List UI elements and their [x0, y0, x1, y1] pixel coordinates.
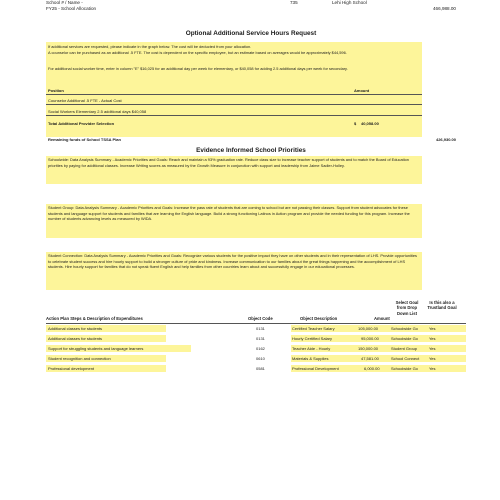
- remaining-row: [46, 136, 456, 143]
- col-trustland: Is this also a Trustland Goal: [427, 300, 457, 311]
- amount: 105,000.00: [358, 326, 379, 331]
- goal-select[interactable]: Schoolwide Go: [391, 326, 418, 331]
- student-connection-priority-text: Student Connection: Data Analysis Summary - Academic Priorities and Goals: Recognize various students for the positive impact they have on other students and in their representation of LHS. Provide opportunities to celebrate student success and hire hourly support to build a stronger culture of pride and kindness. Increase communication to our families about the great things happening and the accomplishment of LHS students. Hire hourly support for families that do not speak fluent English and help families from other countries learn about and successfully engage in our educational processes.: [48, 253, 417, 270]
- object-description: Professional Development: [292, 366, 339, 371]
- col-position: Position: [48, 88, 64, 93]
- remaining-amount: 426,930.00: [435, 137, 456, 142]
- goal-select[interactable]: Student Group: [391, 346, 418, 351]
- col-select-goal: Select Goal from Drop Down List: [395, 300, 419, 316]
- goal-select[interactable]: School Connect: [391, 356, 420, 361]
- object-description: Teacher Aide - Hourly: [292, 346, 331, 351]
- object-description: Certified Teacher Salary: [292, 326, 335, 331]
- object-description: Materials & Supplies: [292, 356, 329, 361]
- object-code: 0581: [256, 366, 265, 371]
- student-connection-priority-box: [46, 252, 422, 290]
- col-action-steps: Action Plan Steps & Description of Expenditures: [46, 316, 143, 321]
- goal-select[interactable]: Schoolwide Go: [391, 336, 418, 341]
- school-number: 735: [290, 0, 298, 5]
- col-object-code: Object Code: [248, 316, 273, 321]
- allocation-label: FY25 - School Allocation: [46, 6, 97, 11]
- total-currency: $: [354, 121, 357, 126]
- amount: 95,000.00: [361, 336, 379, 341]
- student-group-priority-text: Student Group: Data Analysis Summary - Academic Priorities and Goals: Increase the pass rate of students that are coming to school but are not passing their classes. Support from student advocates for these students and language support for students and families that are learning the English language. Build a strong functioning Latinos in Action program and provide the needed funding for this program. Increase the number of students advancing levels as measured by WIDA.: [48, 205, 410, 222]
- student-group-priority-box: [46, 204, 422, 238]
- amount: 47,581.00: [361, 356, 379, 361]
- trustland-select[interactable]: Yes: [429, 346, 436, 351]
- schoolwide-priority-box: [46, 156, 422, 184]
- counselor-note: A counselor can be purchased as an additional .5 FTE. The cost is dependent on the specific employee, but an estimate based on averages would be approximately $44,596.: [48, 50, 347, 55]
- priorities-title: Evidence Informed School Priorities: [196, 147, 306, 154]
- service-intro: If additional services are requested, please indicate in the graph below. The cost will be deducted from your allocation.: [48, 44, 252, 49]
- amount: 150,000.00: [358, 346, 379, 351]
- goal-select[interactable]: Schoolwide Go: [391, 366, 418, 371]
- object-code: 0131: [256, 336, 265, 341]
- action-row: [46, 335, 466, 342]
- col-object-description: Object Description: [300, 316, 338, 321]
- object-code: 0162: [256, 346, 265, 351]
- amount: 6,000.00: [364, 366, 380, 371]
- school-name: Lehi High School: [332, 0, 367, 5]
- action-step: Additional classes for students: [48, 326, 103, 331]
- service-row-position: Counselor Additional .5 FTE - Actual Cost: [48, 98, 122, 103]
- social-worker-note: For additional social worker time, enter in column "E" $16,025 for an additional day per week for elementary, or $40,058 for adding 2.5 additional days per week for secondary.: [48, 66, 348, 71]
- trustland-select[interactable]: Yes: [429, 366, 436, 371]
- object-description: Hourly Certified Salary: [292, 336, 333, 341]
- action-row: [46, 325, 466, 332]
- total-amount: 40,058.00: [361, 121, 379, 126]
- trustland-select[interactable]: Yes: [429, 336, 436, 341]
- service-row-position: Social Workers Elementary 2.5 additional days $40,058: [48, 109, 147, 114]
- school-label: School # / Name -: [46, 0, 83, 5]
- school-header: [46, 0, 456, 16]
- allocation-amount: 466,988.00: [433, 6, 456, 11]
- object-code: 0610: [256, 356, 265, 361]
- service-total-row: [46, 120, 422, 128]
- trustland-select[interactable]: Yes: [429, 326, 436, 331]
- service-row: [46, 108, 422, 116]
- additional-service-title: Optional Additional Service Hours Request: [185, 30, 317, 37]
- service-row: [46, 97, 422, 105]
- action-row: [46, 345, 466, 352]
- schoolwide-priority-text: Schoolwide: Data Analysis Summary - Academic Priorities and Goals: Reach and maintain a 93% graduation rate. Reduce class size to increase teacher support of students and to match the Board of Education priorities by paying for additional classes. Increase Writing scores as measured by the Growth Measure in conjunction with support and leadership from Jaime Sadler-Holley.: [48, 157, 409, 168]
- action-row: [46, 365, 466, 372]
- total-label: Total Additional Provider Selection: [48, 121, 115, 126]
- action-step: Student recognition and connection: [48, 356, 111, 361]
- action-step: Support for struggling students and language learners: [48, 346, 144, 351]
- col-amount: Amount: [374, 316, 390, 321]
- additional-service-box: [46, 42, 422, 137]
- action-step: Professional development: [48, 366, 95, 371]
- trustland-select[interactable]: Yes: [429, 356, 436, 361]
- object-code: 0131: [256, 326, 265, 331]
- action-row: [46, 355, 466, 362]
- col-amount: Amount: [354, 88, 370, 93]
- action-table-header: [46, 300, 466, 324]
- service-table-header: [46, 87, 422, 95]
- action-header-divider: [46, 323, 466, 324]
- remaining-label: Remaining funds of School TSSA Plan: [48, 137, 121, 142]
- action-step: Additional classes for students: [48, 336, 103, 341]
